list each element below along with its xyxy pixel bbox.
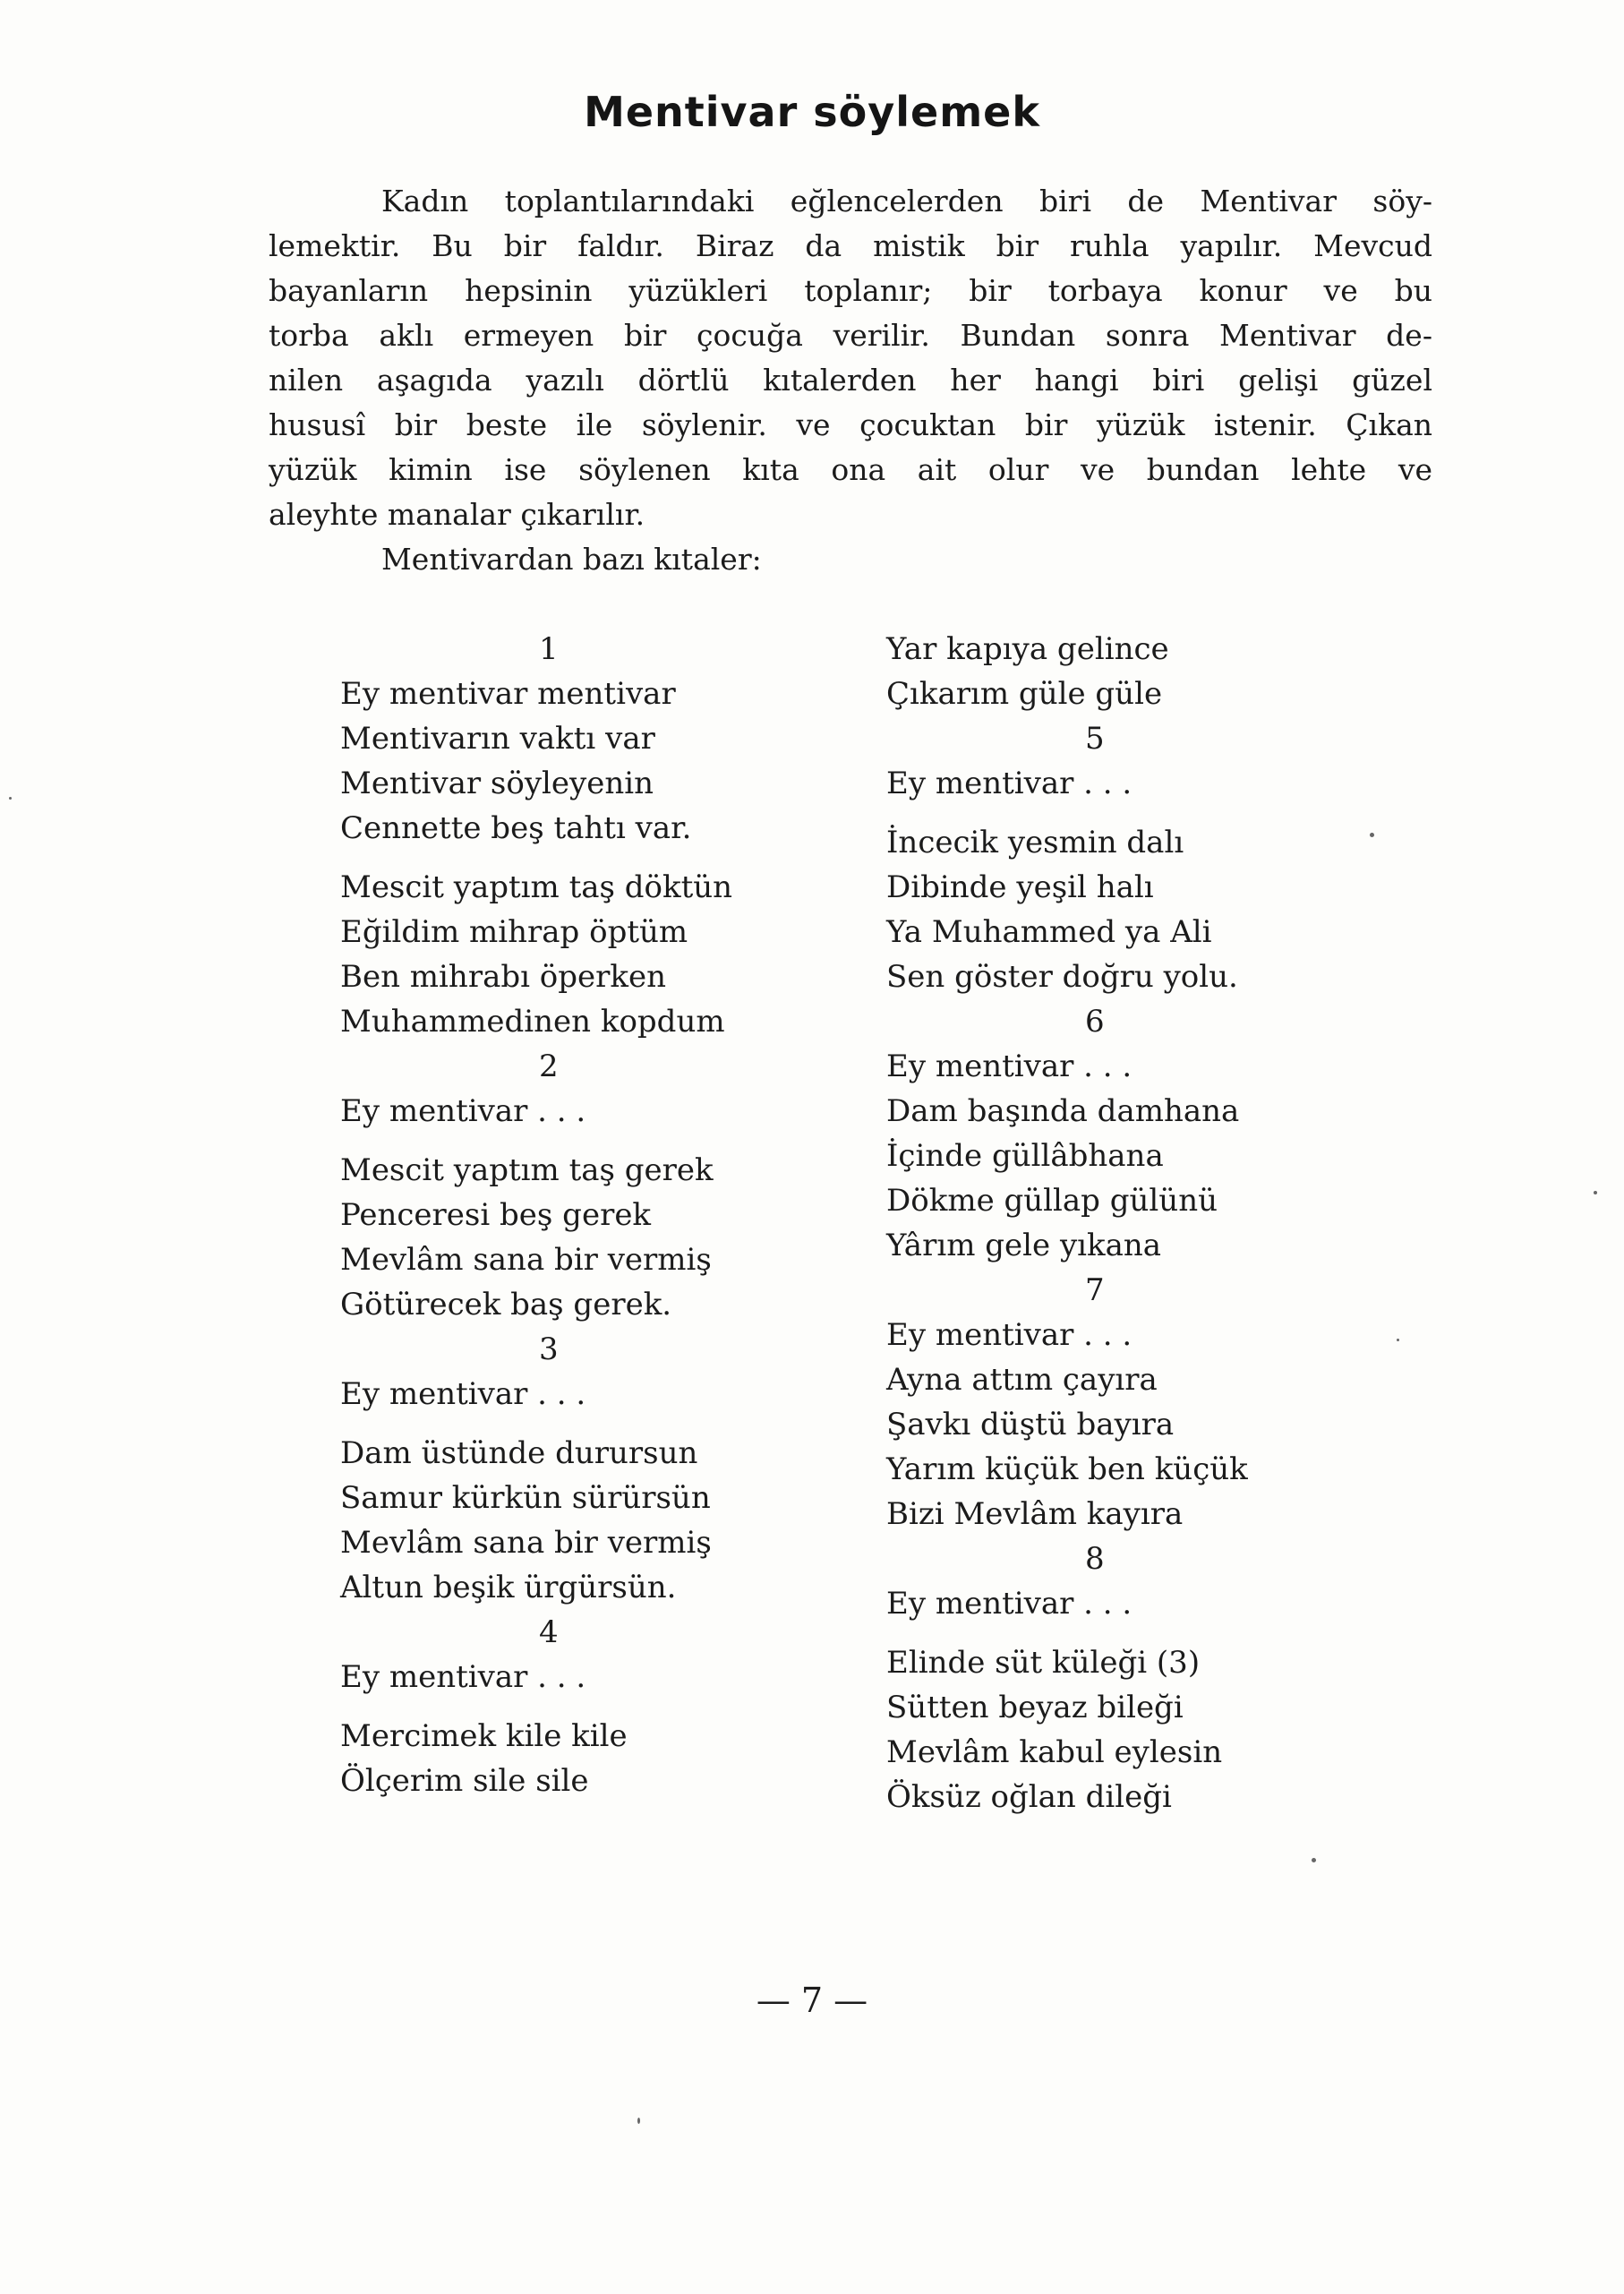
verse-line: Altun beşik ürgürsün. xyxy=(340,1570,677,1605)
stanza-gap xyxy=(340,1699,842,1714)
refrain-line: Ey mentivar . . . xyxy=(886,766,1133,801)
verse-line: Ben mihrabı öperken xyxy=(340,959,667,995)
verse-line: Muhammedinen kopdum xyxy=(340,1004,725,1040)
intro-line: yüzük kimin ise söylenen kıta ona ait olur ve bundan lehte ve xyxy=(269,452,1432,487)
verse-line: Mescit yaptım taş döktün xyxy=(340,869,733,905)
verse-line: Çıkarım güle güle xyxy=(886,676,1163,712)
intro-paragraph xyxy=(269,179,1432,582)
scan-speck xyxy=(637,2118,640,2124)
verse-line: Yarım küçük ben küçük xyxy=(886,1451,1248,1487)
verse-line: Götürecek baş gerek. xyxy=(340,1287,672,1322)
verse-line: Sütten beyaz bileği xyxy=(886,1690,1184,1725)
verse-line: Dibinde yeşil halı xyxy=(886,869,1154,905)
verse-line: Cennette beş tahtı var. xyxy=(340,810,692,846)
verse-line: Dökme güllap gülünü xyxy=(886,1183,1218,1219)
intro-line: nilen aşagıda yazılı dörtlü kıtalerden her hangi biri gelişi güzel xyxy=(269,363,1432,398)
stanza-gap xyxy=(886,1626,1370,1640)
verse-line: Yar kapıya gelince xyxy=(886,631,1169,667)
stanza-gap xyxy=(340,1417,842,1431)
intro-line: aleyhte manalar çıkarılır. xyxy=(269,497,645,532)
stanza-number: 1 xyxy=(539,631,559,667)
verse-line: Penceresi beş gerek xyxy=(340,1197,652,1233)
stanza-number: 6 xyxy=(1085,1004,1105,1040)
scan-speck xyxy=(1594,1191,1597,1194)
verse-line: İçinde güllâbhana xyxy=(886,1138,1164,1174)
verse-line: Mevlâm sana bir vermiş xyxy=(340,1242,712,1278)
stanza-number: 3 xyxy=(539,1331,559,1367)
refrain-line: Ey mentivar . . . xyxy=(340,1093,586,1129)
scan-speck xyxy=(1397,1339,1399,1341)
stanza-gap xyxy=(340,851,842,865)
verse-line: Eğildim mihrap öptüm xyxy=(340,914,688,950)
refrain-line: Ey mentivar . . . xyxy=(340,1376,586,1412)
stanza-gap xyxy=(340,1134,842,1148)
verse-line: Mevlâm kabul eylesin xyxy=(886,1734,1223,1770)
intro-line: hususî bir beste ile söylenir. ve çocuktan bir yüzük istenir. Çıkan xyxy=(269,407,1432,442)
verse-line: Öksüz oğlan dileği xyxy=(886,1779,1172,1815)
right-poem-column xyxy=(886,627,1370,1819)
scan-speck xyxy=(1370,833,1374,837)
page-title: Mentivar söylemek xyxy=(584,88,1040,136)
refrain-line: Ey mentivar . . . xyxy=(886,1049,1133,1084)
verse-line: Yârım gele yıkana xyxy=(886,1228,1162,1263)
stanza-number: 8 xyxy=(1085,1541,1105,1577)
verse-line: Elinde süt küleği (3) xyxy=(886,1645,1201,1681)
stanza-gap xyxy=(886,806,1370,820)
verse-line: Dam üstünde durursun xyxy=(340,1435,698,1471)
verse-line: Ölçerim sile sile xyxy=(340,1763,589,1799)
verse-line: Şavkı düştü bayıra xyxy=(886,1407,1175,1442)
verse-line: Mescit yaptım taş gerek xyxy=(340,1152,714,1188)
verse-line: Bizi Mevlâm kayıra xyxy=(886,1496,1184,1532)
left-poem-column xyxy=(340,627,842,1803)
stanza-number: 7 xyxy=(1085,1272,1105,1308)
verse-line: Ayna attım çayıra xyxy=(886,1362,1158,1398)
refrain-line: Ey mentivar . . . xyxy=(340,1659,586,1695)
verse-line: Mevlâm sana bir vermiş xyxy=(340,1525,712,1561)
scan-speck xyxy=(1312,1858,1316,1862)
intro-line: lemektir. Bu bir faldır. Biraz da mistik bir ruhla yapılır. Mevcud xyxy=(269,228,1432,263)
refrain-line: Ey mentivar . . . xyxy=(886,1317,1133,1353)
intro-line: Kadın toplantılarındaki eğlencelerden biri de Mentivar söy- xyxy=(381,184,1432,218)
refrain-line: Ey mentivar . . . xyxy=(886,1586,1133,1622)
intro-line: torba aklı ermeyen bir çocuğa verilir. Bundan sonra Mentivar de- xyxy=(269,318,1432,353)
stanza-number: 5 xyxy=(1085,721,1105,757)
verse-line: Dam başında damhana xyxy=(886,1093,1240,1129)
intro-line: bayanların hepsinin yüzükleri toplanır; bir torbaya konur ve bu xyxy=(269,273,1432,308)
verse-line: Ey mentivar mentivar xyxy=(340,676,676,712)
intro-heading-line: Mentivardan bazı kıtaler: xyxy=(381,542,762,577)
verse-line: Mentivarın vaktı var xyxy=(340,721,655,757)
verse-line: Mentivar söyleyenin xyxy=(340,766,654,801)
verse-line: Samur kürkün sürürsün xyxy=(340,1480,711,1516)
scan-speck xyxy=(9,797,12,800)
stanza-number: 2 xyxy=(539,1049,559,1084)
verse-line: Mercimek kile kile xyxy=(340,1718,628,1754)
stanza-number: 4 xyxy=(539,1614,559,1650)
verse-line: Ya Muhammed ya Ali xyxy=(886,914,1212,950)
verse-line: Sen göster doğru yolu. xyxy=(886,959,1238,995)
page-number: — 7 — xyxy=(756,1981,868,2020)
verse-line: İncecik yesmin dalı xyxy=(886,825,1184,860)
